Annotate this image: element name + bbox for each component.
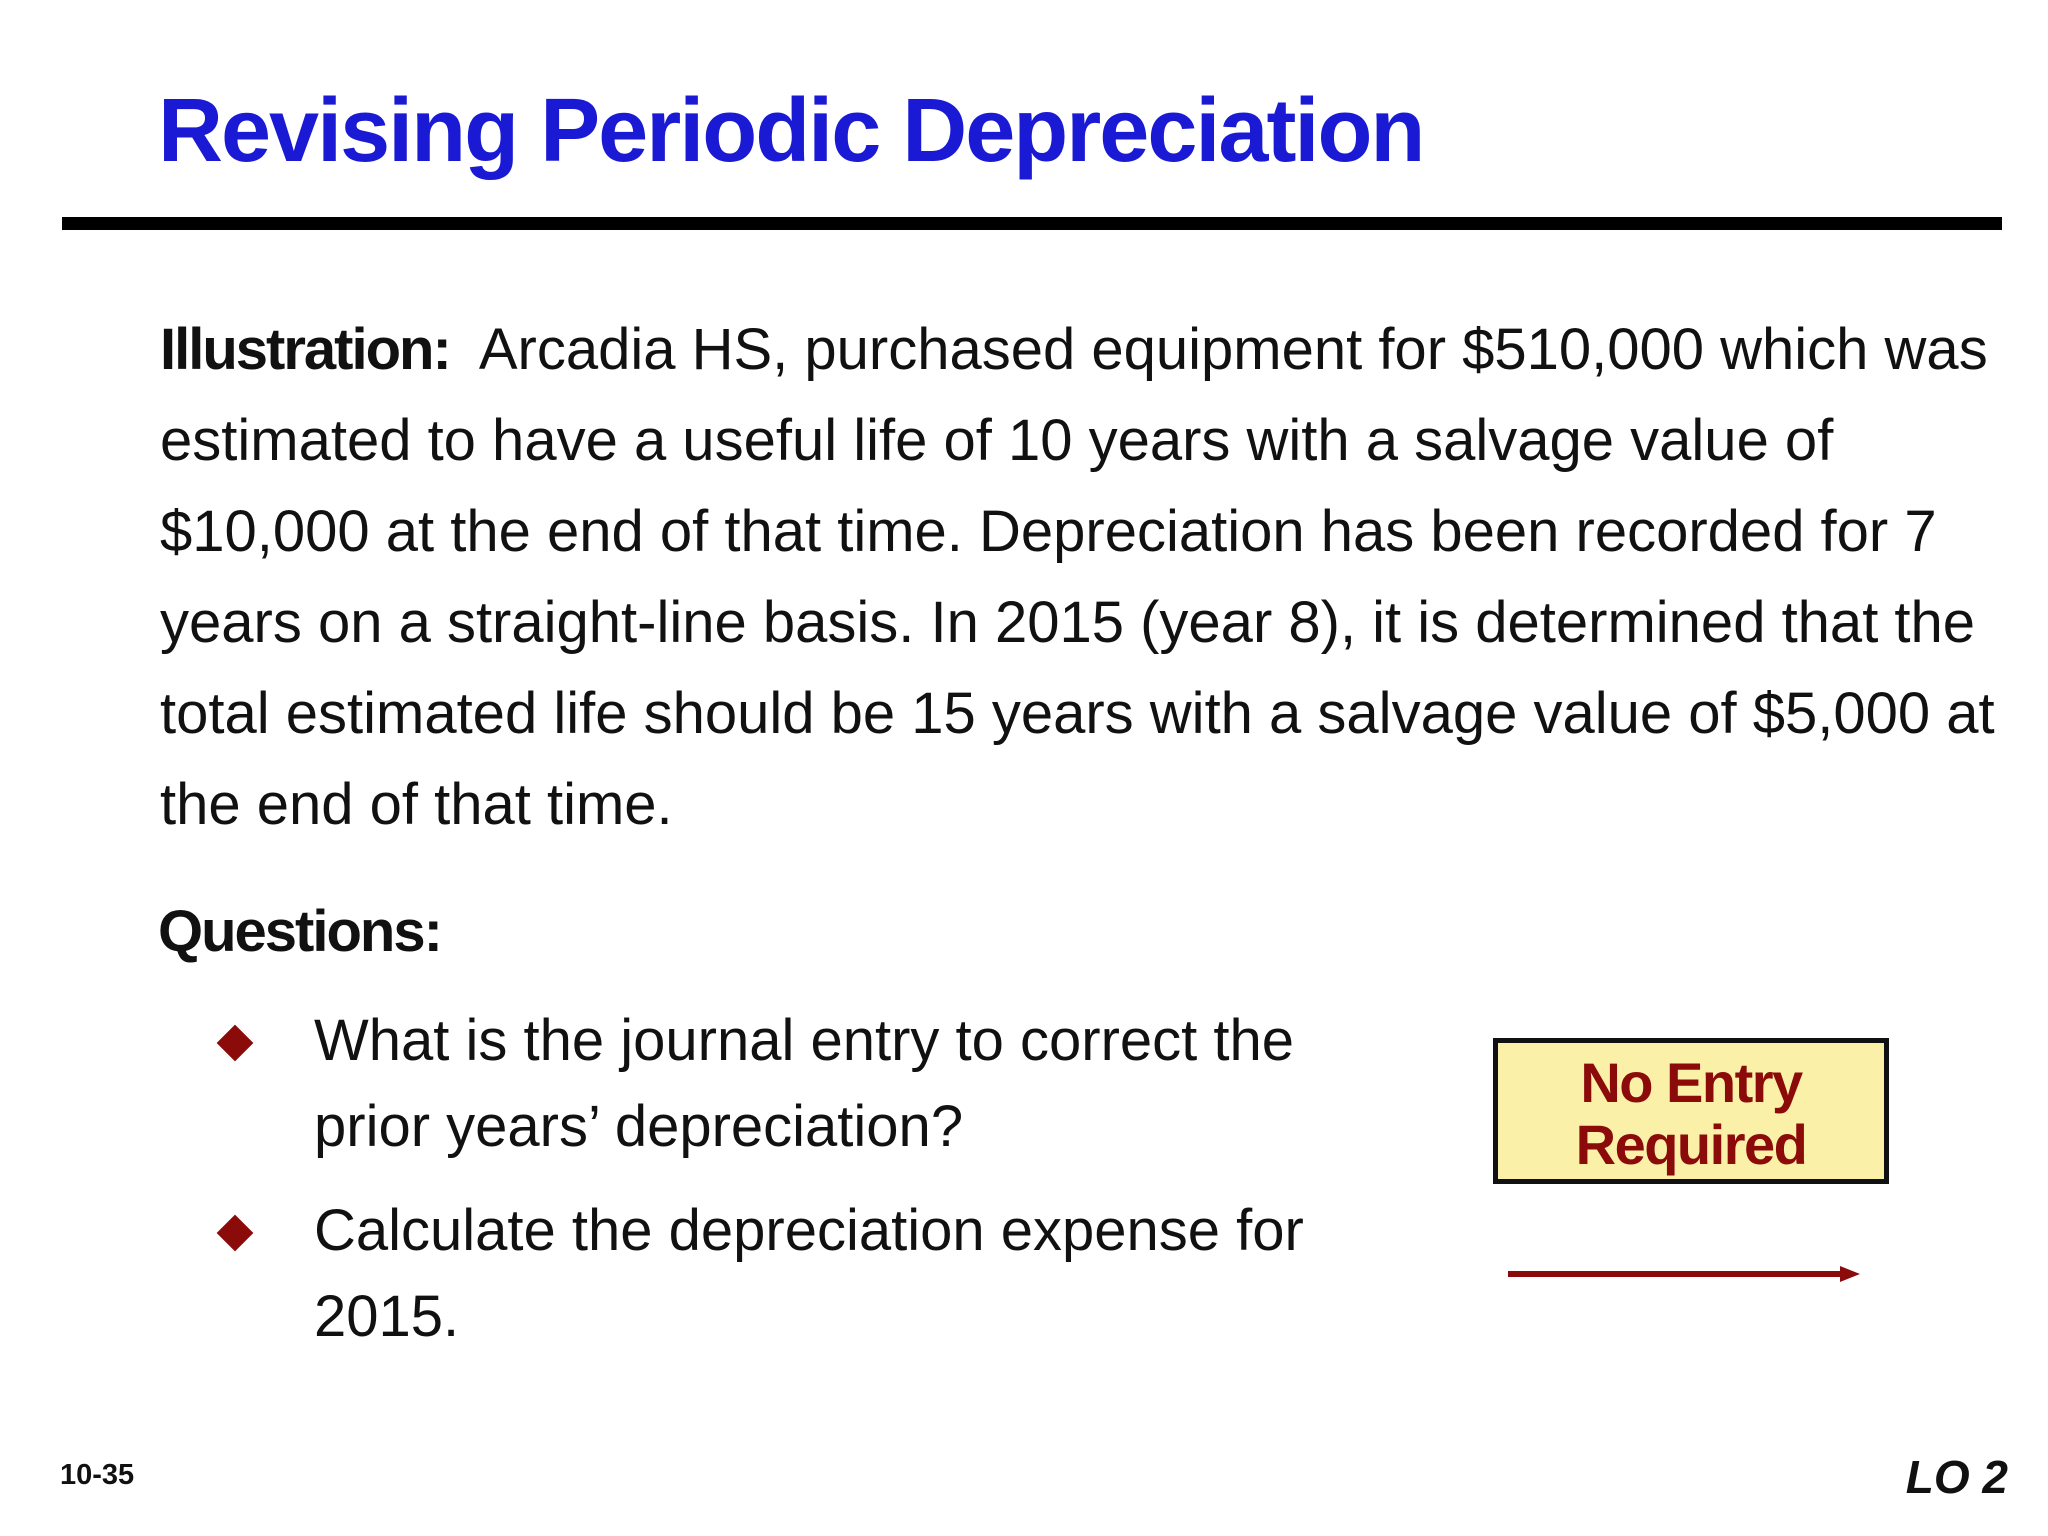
question-text: Calculate the depreciation expense for 2015. bbox=[314, 1198, 1304, 1349]
slide-title: Revising Periodic Depreciation bbox=[158, 81, 1424, 181]
answer-box bbox=[1493, 1038, 1889, 1184]
question-item bbox=[212, 998, 1372, 1170]
illustration-text: Arcadia HS, purchased equipment for $510,000 which was estimated to have a useful life of 10 years with a salvage value of $10,000 at the end of that time. Depreciation has been recorded for 7 years on a straight-line basis. In 2015 (year 8), it is determined that the total estimated life should be 15 years with a salvage value of $5,000 at the end of that time. bbox=[160, 317, 1995, 837]
learning-objective-tag: LO 2 bbox=[1905, 1451, 2008, 1503]
questions-list bbox=[212, 998, 1372, 1378]
slide-number: 10-35 bbox=[60, 1459, 135, 1491]
title-divider bbox=[62, 217, 2002, 230]
answer-line-1: No Entry bbox=[1580, 1051, 1802, 1114]
diamond-bullet-icon bbox=[217, 1215, 254, 1252]
question-text: What is the journal entry to correct the prior years’ depreciation? bbox=[314, 1008, 1294, 1159]
question-item bbox=[212, 1188, 1372, 1360]
answer-line-2: Required bbox=[1575, 1113, 1807, 1176]
questions-heading: Questions: bbox=[158, 899, 441, 964]
right-arrow-icon bbox=[1508, 1262, 1860, 1286]
illustration-paragraph bbox=[160, 304, 2020, 850]
illustration-label: Illustration: bbox=[160, 317, 450, 382]
diamond-bullet-icon bbox=[217, 1025, 254, 1062]
